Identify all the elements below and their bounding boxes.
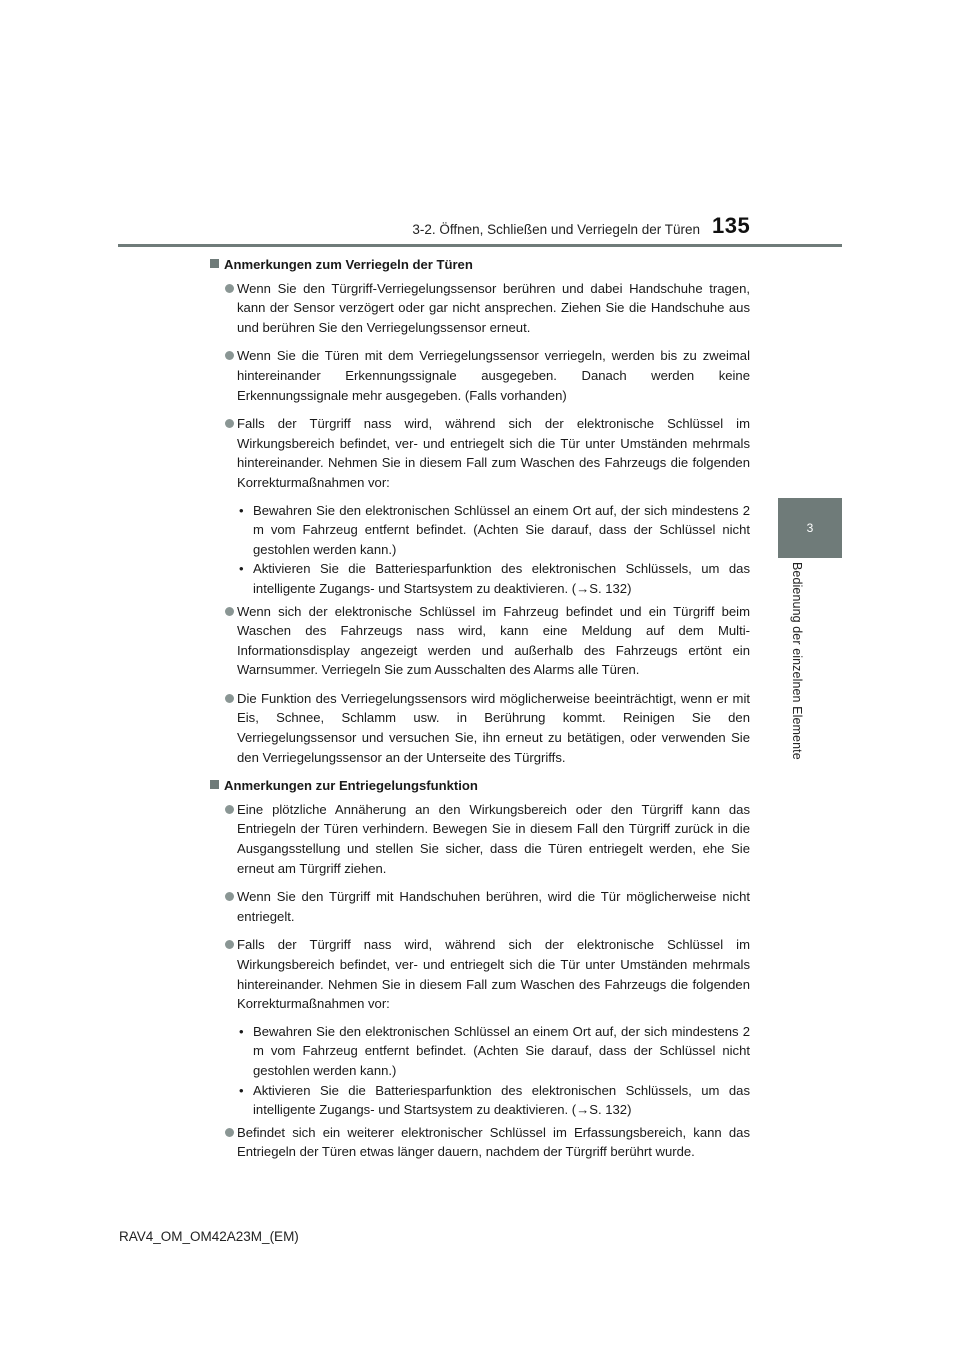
dot-bullet-icon: • (239, 1023, 244, 1039)
sub-item (210, 1022, 750, 1081)
section-title: 3-2. Öffnen, Schließen und Verriegeln der Türen (412, 222, 700, 237)
sub-item-text: Bewahren Sie den elektronischen Schlüssel an einem Ort auf, der sich mindestens 2 m vom Fahrzeug entfernt befindet. (Achten Sie darauf, dass der Schlüssel nicht gestohlen werden kann.) (253, 1023, 750, 1078)
circle-bullet-icon (225, 892, 234, 901)
bullet-item (210, 414, 750, 492)
dot-bullet-icon: • (239, 561, 244, 577)
dot-bullet-icon: • (239, 1082, 244, 1098)
bullet-item (210, 1123, 750, 1162)
square-bullet-icon (210, 259, 219, 268)
bullet-item (210, 602, 750, 680)
circle-bullet-icon (225, 805, 234, 814)
bullet-item (210, 346, 750, 405)
bullet-text: Eine plötzliche Annäherung an den Wirkungsbereich oder den Türgriff kann das Entriegeln der Türen verhindern. Bewegen Sie in diesem Fall den Türgriff zurück in die Ausgangsstellung und stellen Sie sicher, dass die Türen entriegelt werden, ehe Sie erneut am Türgriff ziehen. (237, 801, 750, 876)
bullet-text: Falls der Türgriff nass wird, während sich der elektronische Schlüssel im Wirkungsbereich befindet, ver- und entriegelt sich die Tür unter Umständen mehrmals hintereinander. Nehmen Sie in diesem Fall zum Waschen des Fahrzeugs die folgenden Korrekturmaßnahmen vor: (237, 416, 750, 490)
circle-bullet-icon (225, 694, 234, 703)
sub-item-text: Bewahren Sie den elektronischen Schlüssel an einem Ort auf, der sich mindestens 2 m vom Fahrzeug entfernt befindet. (Achten Sie darauf, dass der Schlüssel nicht gestohlen werden kann.) (253, 502, 750, 557)
bullet-text: Falls der Türgriff nass wird, während sich der elektronische Schlüssel im Wirkungsbereich befindet, ver- und entriegelt sich die Tür unter Umständen mehrmals hintereinander. Nehmen Sie in diesem Fall zum Waschen des Fahrzeugs die folgenden Korrekturmaßnahmen vor: (237, 937, 750, 1012)
sub-item (210, 559, 750, 598)
dot-bullet-icon: • (239, 502, 244, 518)
bullet-item (210, 279, 750, 338)
circle-bullet-icon (225, 284, 234, 293)
circle-bullet-icon (225, 1128, 234, 1137)
section-heading (210, 255, 750, 275)
bullet-text: Wenn Sie die Türen mit dem Verriegelungssensor verriegeln, werden bis zu zweimal hintereinander Erkennungssignale ausgegeben. Danach werden keine Erkennungssignale mehr ausgegeben. (Falls vorhanden) (237, 348, 750, 403)
sub-item-text: Aktivieren Sie die Batteriesparfunktion des elektronischen Schlüssels, um das intelligente Zugangs- und Startsystem zu deaktivieren. (→S. 132) (253, 1082, 750, 1118)
chapter-title: Bedienung der einzelnen Elemente (790, 562, 804, 760)
sub-list (210, 1022, 750, 1120)
bullet-item (210, 935, 750, 1013)
header-divider (118, 244, 842, 247)
manual-code: RAV4_OM_OM42A23M_(EM) (119, 1229, 299, 1244)
sub-item (210, 501, 750, 560)
bullet-text: Wenn sich der elektronische Schlüssel im Fahrzeug befindet und ein Türgriff beim Waschen des Fahrzeugs nass wird, kann eine Meldung auf dem Multi-Informationsdisplay angezeigt werden und außerhalb des Fahrzeugs ertönt ein Warnsummer. Verriegeln Sie zum Ausschalten des Alarms alle Türen. (237, 603, 750, 678)
bullet-item (210, 689, 750, 767)
square-bullet-icon (210, 780, 219, 789)
bullet-text: Wenn Sie den Türgriff-Verriegelungssensor berühren und dabei Handschuhe tragen, kann der Sensor verzögert oder gar nicht ansprechen. Ziehen Sie die Handschuhe aus und berühren Sie den Verriegelungssensor erneut. (237, 280, 750, 335)
section-heading-text: Anmerkungen zum Verriegeln der Türen (224, 257, 473, 272)
page-number: 135 (712, 213, 751, 238)
bullet-item (210, 887, 750, 926)
sub-item (210, 1081, 750, 1120)
section-heading (210, 776, 750, 796)
section-heading-text: Anmerkungen zur Entriegelungsfunktion (224, 778, 478, 794)
circle-bullet-icon (225, 351, 234, 360)
circle-bullet-icon (225, 419, 234, 428)
bullet-text: Wenn Sie den Türgriff mit Handschuhen berühren, wird die Tür möglicherweise nicht entriegelt. (237, 889, 750, 924)
bullet-text: Die Funktion des Verriegelungssensors wird möglicherweise beeinträchtigt, wenn er mit Eis, Schnee, Schlamm usw. in Berührung kommt. Reinigen Sie den Verriegelungssensor und versuchen Sie, ihn erneut zu betätigen, oder verwenden Sie den Verriegelungssensor an der Unterseite des Türgriffs. (237, 690, 750, 765)
bullet-item (210, 800, 750, 878)
sub-list (210, 501, 750, 599)
bullet-text: Befindet sich ein weiterer elektronischer Schlüssel im Erfassungsbereich, kann das Entriegeln der Türen etwas länger dauern, nachdem der Türgriff berührt wurde. (237, 1124, 750, 1160)
sub-item-text: Aktivieren Sie die Batteriesparfunktion des elektronischen Schlüssels, um das intelligente Zugangs- und Startsystem zu deaktivieren. (→S. 132) (253, 561, 750, 596)
chapter-tab (778, 498, 842, 558)
page-content (210, 255, 750, 1171)
chapter-number: 3 (806, 521, 814, 535)
circle-bullet-icon (225, 607, 234, 616)
circle-bullet-icon (225, 940, 234, 949)
